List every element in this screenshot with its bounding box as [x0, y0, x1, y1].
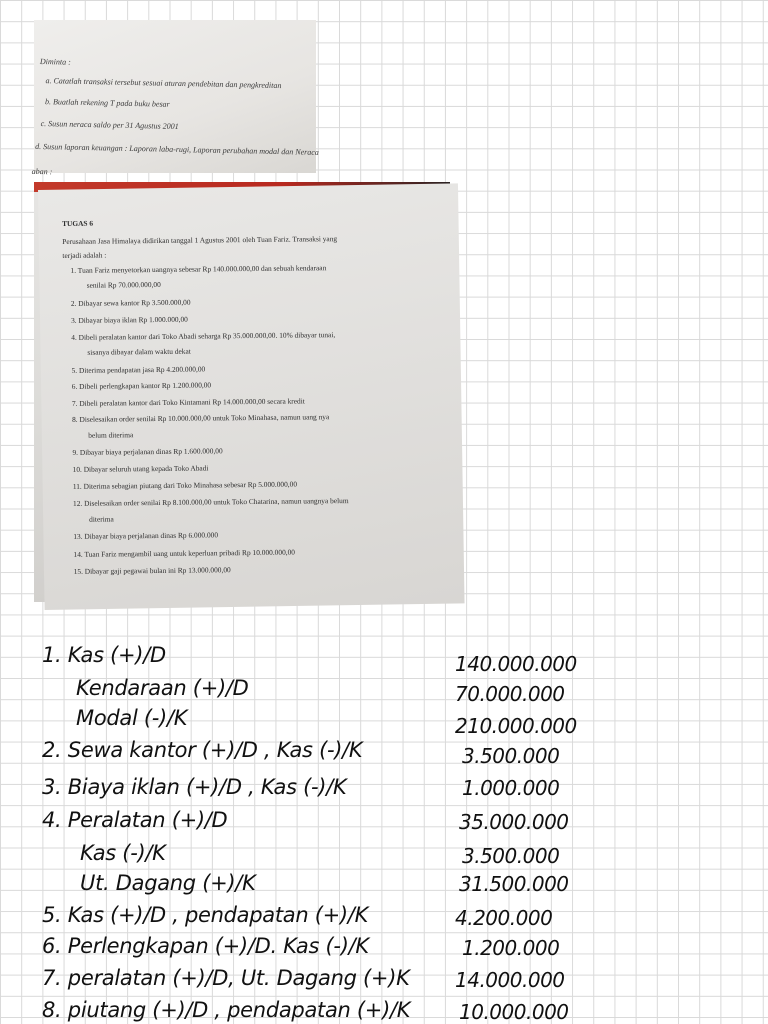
journal-entry: 3. Biaya iklan (+)/D , Kas (-)/K: [42, 775, 347, 799]
task-item: diterima: [89, 514, 114, 524]
task-item: 2. Dibayar sewa kantor Rp 3.500.000,00: [70, 297, 191, 308]
task-item: 14. Tuan Fariz mengambil uang untuk keperluan pribadi Rp 10.000.000,00: [73, 547, 296, 559]
task-intro: terjadi adalah :: [62, 250, 107, 260]
instruction-line: Diminta :: [39, 57, 71, 67]
journal-entry: Ut. Dagang (+)/K: [80, 871, 256, 895]
journal-amount: 31.500.000: [459, 872, 569, 896]
task-item: 8. Diselesaikan order senilai Rp 10.000.000,00 untuk Toko Minahasa, namun uang nya: [72, 412, 330, 424]
journal-entry: 5. Kas (+)/D , pendapatan (+)/K: [42, 903, 369, 927]
task-item: 7. Dibeli peralatan kantor dari Toko Kintamani Rp 14.000.000,00 secara kredit: [71, 396, 305, 408]
task-intro: Perusahaan Jasa Himalaya didirikan tanggal 1 Agustus 2001 oleh Tuan Fariz. Transaksi yang: [62, 234, 338, 246]
journal-entry: 2. Sewa kantor (+)/D , Kas (-)/K: [42, 738, 363, 762]
task-item: 12. Diselesaikan order senilai Rp 8.100.000,00 untuk Toko Chatarina, namun uangnya belum: [72, 496, 349, 508]
photo-task-sheet: [34, 182, 450, 602]
task-item: 13. Dibayar biaya perjalanan dinas Rp 6.000.000: [73, 530, 219, 541]
journal-amount: 1.200.000: [462, 936, 560, 960]
journal-amount: 1.000.000: [462, 776, 560, 800]
journal-amount: 14.000.000: [455, 968, 565, 992]
instruction-line: d. Susun laporan keuangan : Laporan laba-rugi, Laporan perubahan modal dan Neraca: [35, 141, 319, 157]
journal-amount: 10.000.000: [459, 1000, 569, 1024]
task-item: senilai Rp 70.000.000,00: [86, 279, 161, 290]
instruction-line: aban :: [31, 166, 53, 177]
task-item: sisanya dibayar dalam waktu dekat: [87, 346, 191, 357]
journal-amount: 140.000.000: [455, 652, 577, 676]
task-item: 1. Tuan Fariz menyetorkan uangnya sebesar Rp 140.000.000,00 dan sebuah kendaraan: [70, 263, 327, 275]
task-item: 6. Dibeli perlengkapan kantor Rp 1.200.000,00: [71, 380, 212, 391]
journal-amount: 35.000.000: [459, 810, 569, 834]
journal-amount: 210.000.000: [455, 714, 577, 738]
instruction-line: b. Buatlah rekening T pada buku besar: [44, 97, 170, 109]
task-item: 11. Diterima sebagian piutang dari Toko Minahasa sebesar Rp 5.000.000,00: [72, 479, 298, 491]
journal-entry: 4. Peralatan (+)/D: [42, 808, 228, 832]
journal-entry: Kendaraan (+)/D: [76, 676, 249, 700]
instruction-line: c. Susun neraca saldo per 31 Agustus 2001: [40, 119, 179, 131]
journal-entry: 6. Perlengkapan (+)/D. Kas (-)/K: [42, 934, 369, 958]
journal-entry: Modal (-)/K: [76, 706, 188, 730]
journal-entry: 7. peralatan (+)/D, Ut. Dagang (+)K: [42, 966, 410, 990]
task-item: 3. Dibayar biaya iklan Rp 1.000.000,00: [71, 314, 188, 325]
task-item: 5. Diterima pendapatan jasa Rp 4.200.000,00: [71, 364, 206, 375]
journal-amount: 3.500.000: [462, 844, 560, 868]
task-item: 4. Dibeli peralatan kantor dari Toko Abadi seharga Rp 35.000.000,00. 10% dibayar tunai,: [71, 330, 336, 342]
photo-instructions: [31, 20, 319, 177]
journal-entry: Kas (-)/K: [80, 841, 166, 865]
journal-amount: 4.200.000: [455, 906, 553, 930]
task-item: 9. Dibayar biaya perjalanan dinas Rp 1.600.000,00: [72, 446, 223, 457]
task-item: belum diterima: [88, 430, 134, 440]
journal-entry: 8. piutang (+)/D , pendapatan (+)/K: [42, 998, 411, 1022]
instruction-line: a. Catatlah transaksi tersebut sesuai aturan pendebitan dan pengkreditan: [45, 76, 282, 91]
task-item: 10. Dibayar seluruh utang kepada Toko Abadi: [72, 463, 209, 474]
instructions-text: [31, 57, 340, 177]
journal-amount: 70.000.000: [455, 682, 565, 706]
journal-amount: 3.500.000: [462, 744, 560, 768]
task-item: 15. Dibayar gaji pegawai bulan ini Rp 13.000.000,00: [73, 565, 231, 576]
journal-entry: 1. Kas (+)/D: [42, 643, 166, 667]
task-title: TUGAS 6: [61, 218, 94, 228]
